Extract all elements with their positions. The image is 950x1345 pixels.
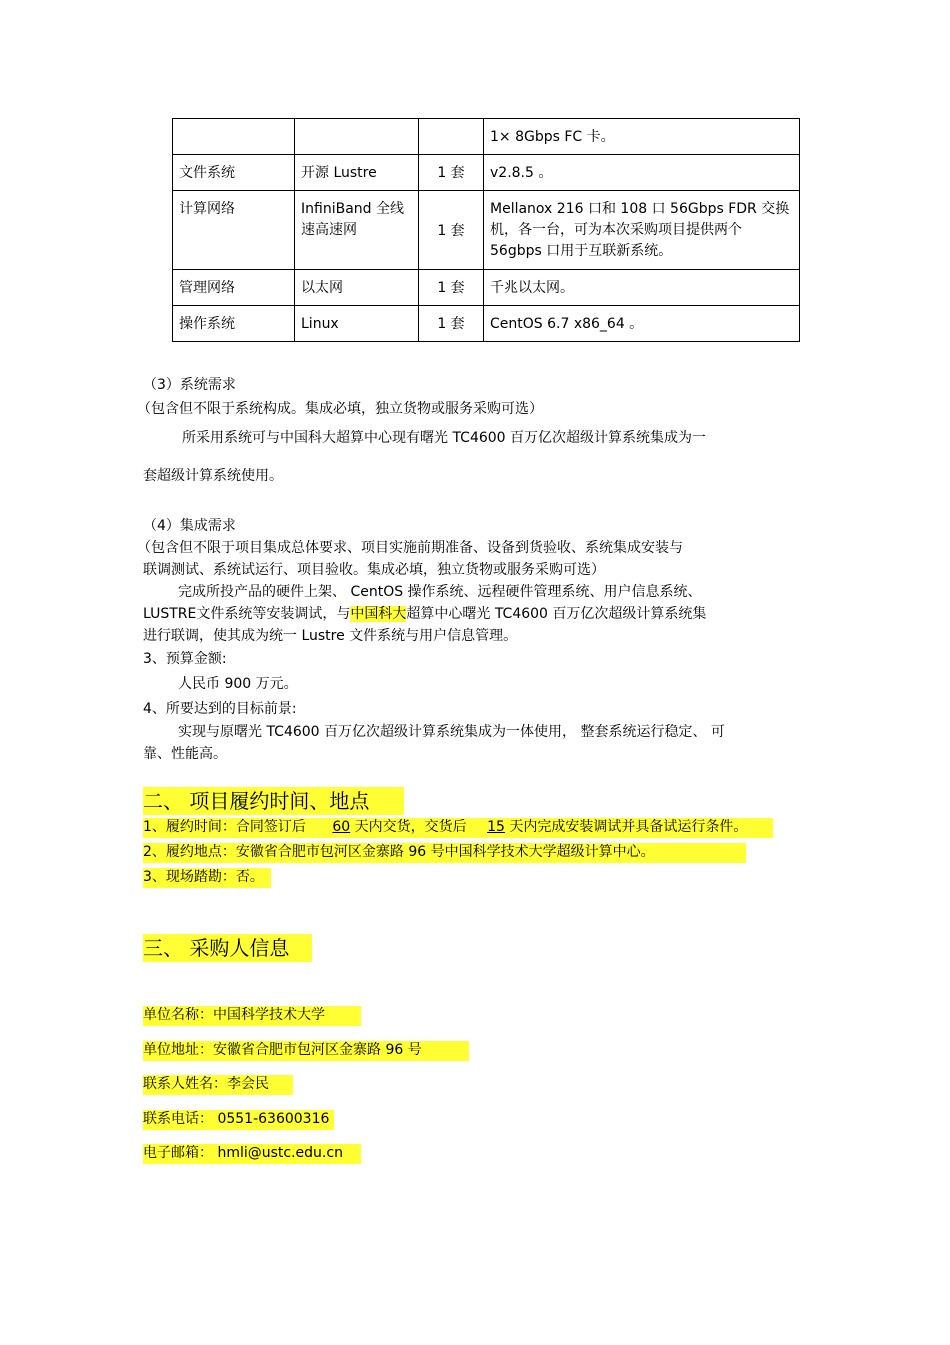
sys-req-title: （3）系统需求 [143, 377, 236, 393]
table-cell [173, 119, 295, 155]
table-cell: Mellanox 216 口和 108 口 56Gbps FDR 交换机，各一台，可为本次采购项目提供两个 56gbps 口用于互联新系统。 [484, 191, 800, 270]
table-cell [295, 119, 419, 155]
int-req-line2 [143, 605, 706, 623]
table-cell [419, 191, 484, 270]
table-cell: 1 套 [419, 270, 484, 306]
table-row [173, 270, 800, 306]
goal-line2: 靠、性能高。 [143, 746, 227, 762]
table-cell: 1× 8Gbps FC 卡。 [484, 119, 800, 155]
table-cell: 1 套 [419, 306, 484, 342]
section2-heading: 二、 项目履约时间、地点 [143, 787, 404, 815]
section2-survey: 3、现场踏勘：否。 [143, 868, 271, 888]
install-days: 15 [487, 819, 505, 835]
table-cell [419, 119, 484, 155]
table-cell: Linux [295, 306, 419, 342]
table-cell: InfiniBand 全线速高速网 [295, 191, 419, 270]
int-req-line1: 完成所投产品的硬件上架、 CentOS 操作系统、远程硬件管理系统、用户信息系统、 [178, 584, 702, 600]
section3-heading: 三、 采购人信息 [143, 934, 312, 962]
table-cell: 操作系统 [173, 306, 295, 342]
table-row [173, 191, 800, 270]
contact-phone: 联系电话： 0551-63600316 [143, 1110, 334, 1130]
qty-text: 1 套 [437, 222, 465, 239]
table-cell: 以太网 [295, 270, 419, 306]
table-row [173, 155, 800, 191]
sys-req-line1: 所采用系统可与中国科大超算中心现有曙光 TC4600 百万亿次超级计算系统集成为一 [182, 430, 707, 446]
int-req-line2-a: LUSTRE文件系统等安装调试，与 [143, 606, 351, 622]
int-req-line3: 进行联调，使其成为统一 Lustre 文件系统与用户信息管理。 [143, 628, 518, 644]
delivery-days: 60 [332, 819, 351, 835]
budget-title: 3、预算金额: [143, 651, 227, 667]
table-cell: 千兆以太网。 [484, 270, 800, 306]
int-req-scope1: （包含但不限于项目集成总体要求、项目实施前期准备、设备到货验收、系统集成安装与 [137, 540, 683, 556]
table-cell: 开源 Lustre [295, 155, 419, 191]
time-text-c: 天内完成安装调试并具备试运行条件。 [509, 819, 748, 835]
table-cell: 计算网络 [173, 191, 295, 270]
goal-line1: 实现与原曙光 TC4600 百万亿次超级计算系统集成为一体使用， 整套系统运行稳定、 可 [178, 724, 725, 740]
int-req-line2-b: 超算中心曙光 TC4600 百万亿次超级计算系统集 [406, 606, 707, 622]
unit-address: 单位地址：安徽省合肥市包河区金寨路 96 号 [143, 1041, 469, 1061]
sys-req-scope: （包含但不限于系统构成。集成必填，独立货物或服务采购可选） [137, 401, 543, 417]
section2-time [143, 818, 773, 838]
int-req-title: （4）集成需求 [143, 518, 236, 534]
section2-place: 2、履约地点：安徽省合肥市包河区金寨路 96 号中国科学技术大学超级计算中心。 [143, 843, 746, 863]
table-cell: CentOS 6.7 x86_64 。 [484, 306, 800, 342]
time-text-b: 天内交货，交货后 [354, 819, 467, 835]
budget-value: 人民币 900 万元。 [178, 676, 298, 692]
table-row [173, 306, 800, 342]
table-cell: v2.8.5 。 [484, 155, 800, 191]
table-row [173, 119, 800, 155]
int-req-scope2: 联调测试、系统试运行、项目验收。集成必填，独立货物或服务采购可选） [143, 562, 605, 578]
table-cell: 1 套 [419, 155, 484, 191]
sys-req-line2: 套超级计算系统使用。 [143, 468, 283, 484]
unit-name: 单位名称：中国科学技术大学 [143, 1006, 361, 1026]
goal-title: 4、所要达到的目标前景: [143, 701, 297, 717]
contact-name: 联系人姓名：李会民 [143, 1075, 293, 1095]
contact-email: 电子邮箱： hmli@ustc.edu.cn [143, 1144, 361, 1164]
table-cell: 文件系统 [173, 155, 295, 191]
table-cell: 管理网络 [173, 270, 295, 306]
spec-table [172, 118, 800, 342]
time-text-a: 1、履约时间：合同签订后 [143, 819, 306, 835]
highlighted-text: 中国科大 [350, 606, 407, 622]
